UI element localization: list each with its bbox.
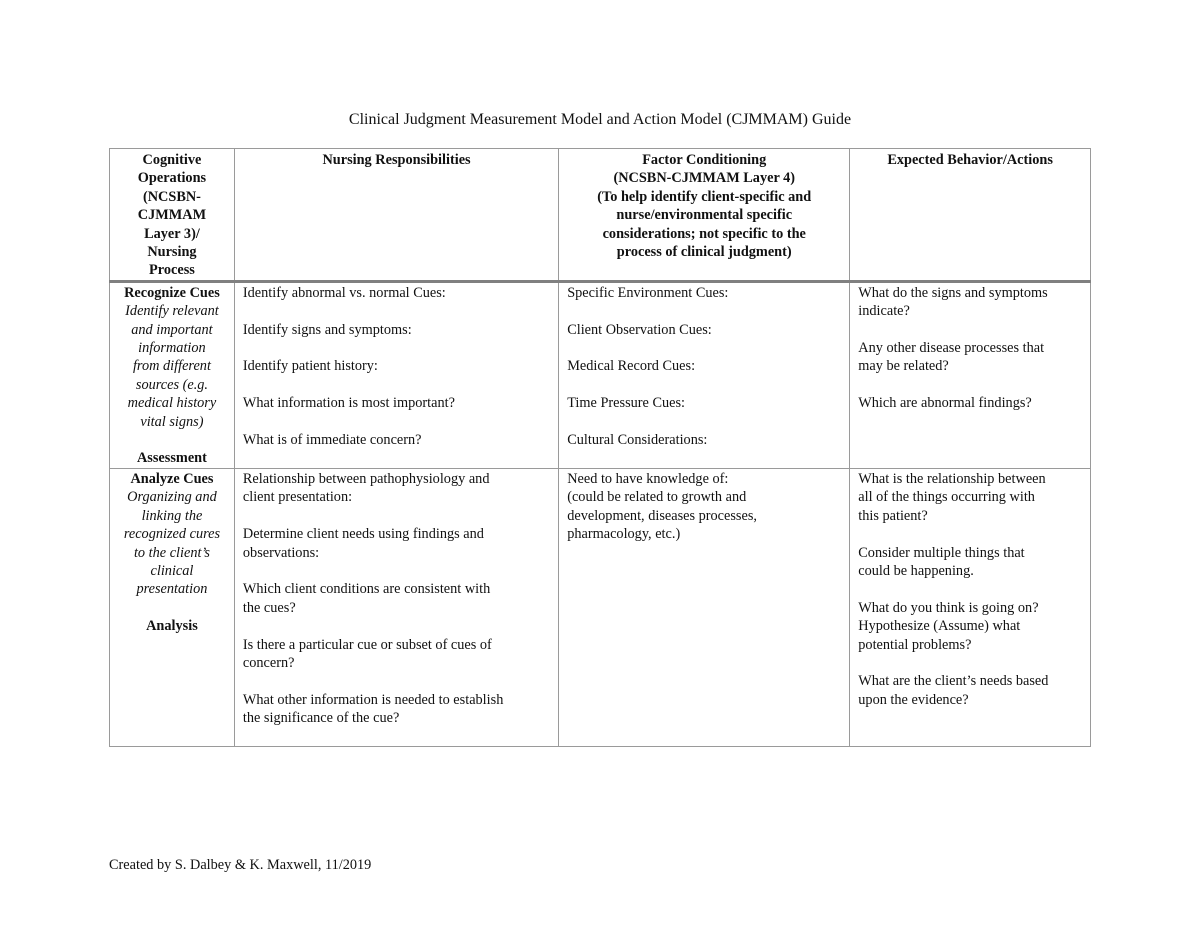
responsibility-line: Which client conditions are consistent with (242, 581, 491, 598)
cognitive-operation-desc: Organizing and (127, 489, 217, 506)
expected-item (858, 599, 1082, 654)
expected-line: Hypothesize (Assume) what (858, 618, 1021, 635)
factor-line: (could be related to growth and (567, 489, 747, 506)
responsibility-line: Determine client needs using findings and (242, 526, 484, 543)
cognitive-operation-cell (110, 468, 235, 746)
responsibility-line: the significance of the cue? (242, 710, 400, 727)
cognitive-operation-desc: recognized cures (123, 526, 221, 543)
responsibility-line: observations: (242, 544, 320, 561)
expected-line: potential problems? (858, 636, 972, 653)
table-row (110, 468, 1091, 746)
header-line: Factor Conditioning (642, 152, 767, 168)
responsibility-item: What information is most important? (242, 395, 455, 412)
factor-item: Cultural Considerations: (567, 432, 708, 449)
responsibility-line: client presentation: (242, 489, 353, 506)
cjmmam-guide-table (109, 148, 1091, 747)
header-line: Operations (137, 170, 207, 187)
expected-item (858, 544, 1082, 581)
cognitive-operation-desc: information (138, 340, 206, 357)
factor-line: pharmacology, etc.) (567, 526, 681, 543)
cognitive-operation-desc: medical history (127, 395, 217, 412)
header-line: nurse/environmental specific (616, 207, 793, 224)
expected-line: upon the evidence? (858, 691, 969, 708)
expected-item (858, 394, 1082, 412)
header-line: considerations; not specific to the (602, 225, 806, 242)
expected-item (858, 339, 1082, 376)
factor-item: Client Observation Cues: (567, 321, 712, 338)
factor-line: development, diseases processes, (567, 507, 757, 524)
expected-behavior-cell (850, 281, 1091, 468)
responsibility-line: Is there a particular cue or subset of cues of (242, 636, 492, 653)
header-line: Cognitive (142, 152, 202, 168)
header-line: Layer 3)/ (144, 225, 200, 242)
header-nursing-responsibilities: Nursing Responsibilities (234, 149, 558, 282)
cognitive-operation-desc: sources (e.g. (135, 376, 209, 393)
responsibility-item: Identify patient history: (242, 358, 378, 375)
responsibility-line: Relationship between pathophysiology and (242, 470, 490, 487)
cognitive-operation-title: Recognize Cues (124, 284, 220, 301)
expected-line: What do the signs and symptoms (858, 284, 1048, 301)
factor-item: Medical Record Cues: (567, 358, 696, 375)
responsibility-line: concern? (242, 654, 295, 671)
responsibilities-cell (234, 468, 558, 746)
cognitive-operation-desc: to the client’s (133, 544, 210, 561)
cognitive-operation-desc: and important (131, 321, 213, 338)
expected-item (858, 284, 1082, 321)
cognitive-operation-desc: vital signs) (140, 413, 204, 430)
header-cognitive-operations (110, 149, 235, 282)
header-factor-conditioning (559, 149, 850, 282)
responsibility-item (243, 525, 550, 562)
cognitive-operation-desc: linking the (141, 507, 203, 524)
cognitive-operation-desc: clinical (150, 562, 194, 579)
factor-item: Time Pressure Cues: (567, 395, 686, 412)
cognitive-operation-cell (110, 281, 235, 468)
expected-line: may be related? (858, 358, 949, 375)
header-line: Nursing (147, 244, 197, 261)
expected-item (858, 470, 1082, 525)
expected-behavior-cell (850, 468, 1091, 746)
responsibility-item: Identify signs and symptoms: (242, 321, 412, 338)
header-line: process of clinical judgment) (616, 244, 792, 261)
expected-line: Consider multiple things that (858, 544, 1025, 561)
expected-line: Which are abnormal findings? (858, 395, 1032, 412)
header-line: (NCSBN- (142, 188, 201, 205)
responsibility-item: What is of immediate concern? (242, 432, 422, 449)
table-header-row (110, 149, 1091, 282)
factor-line: Need to have knowledge of: (567, 470, 729, 487)
expected-line: What is the relationship between (858, 470, 1046, 487)
table-row (110, 281, 1091, 468)
document-footer: Created by S. Dalbey & K. Maxwell, 11/2019 (109, 857, 372, 873)
expected-line: all of the things occurring with (858, 489, 1035, 506)
header-line: (NCSBN-CJMMAM Layer 4) (613, 170, 796, 187)
cognitive-operation-desc: presentation (136, 581, 208, 598)
responsibilities-cell (234, 281, 558, 468)
header-expected-behavior: Expected Behavior/Actions (850, 149, 1091, 282)
expected-line: indicate? (858, 303, 910, 320)
expected-line: Any other disease processes that (858, 340, 1045, 357)
header-line: Process (149, 262, 195, 279)
nursing-process-label: Assessment (136, 450, 207, 467)
responsibility-item (243, 580, 550, 617)
nursing-process-label: Analysis (146, 618, 198, 635)
responsibility-item (243, 636, 550, 673)
cognitive-operation-desc: from different (132, 358, 211, 375)
expected-line: this patient? (858, 507, 928, 524)
header-line: CJMMAM (137, 207, 207, 224)
responsibility-line: the cues? (242, 599, 296, 616)
responsibility-item (243, 470, 550, 507)
header-line: (To help identify client-specific and (597, 188, 812, 205)
factors-cell (559, 468, 850, 746)
responsibility-item (243, 691, 550, 728)
expected-line: What are the client’s needs based (858, 673, 1049, 690)
document-title: Clinical Judgment Measurement Model and Action Model (CJMMAM) Guide (348, 111, 852, 128)
factors-cell (559, 281, 850, 468)
cognitive-operation-title: Analyze Cues (130, 470, 214, 487)
cognitive-operation-desc: Identify relevant (125, 303, 219, 320)
expected-item (858, 672, 1082, 709)
expected-line: What do you think is going on? (858, 599, 1039, 616)
responsibility-line: What other information is needed to establish (242, 691, 504, 708)
factor-item: Specific Environment Cues: (567, 284, 729, 301)
expected-line: could be happening. (858, 562, 974, 579)
responsibility-item: Identify abnormal vs. normal Cues: (242, 284, 446, 301)
